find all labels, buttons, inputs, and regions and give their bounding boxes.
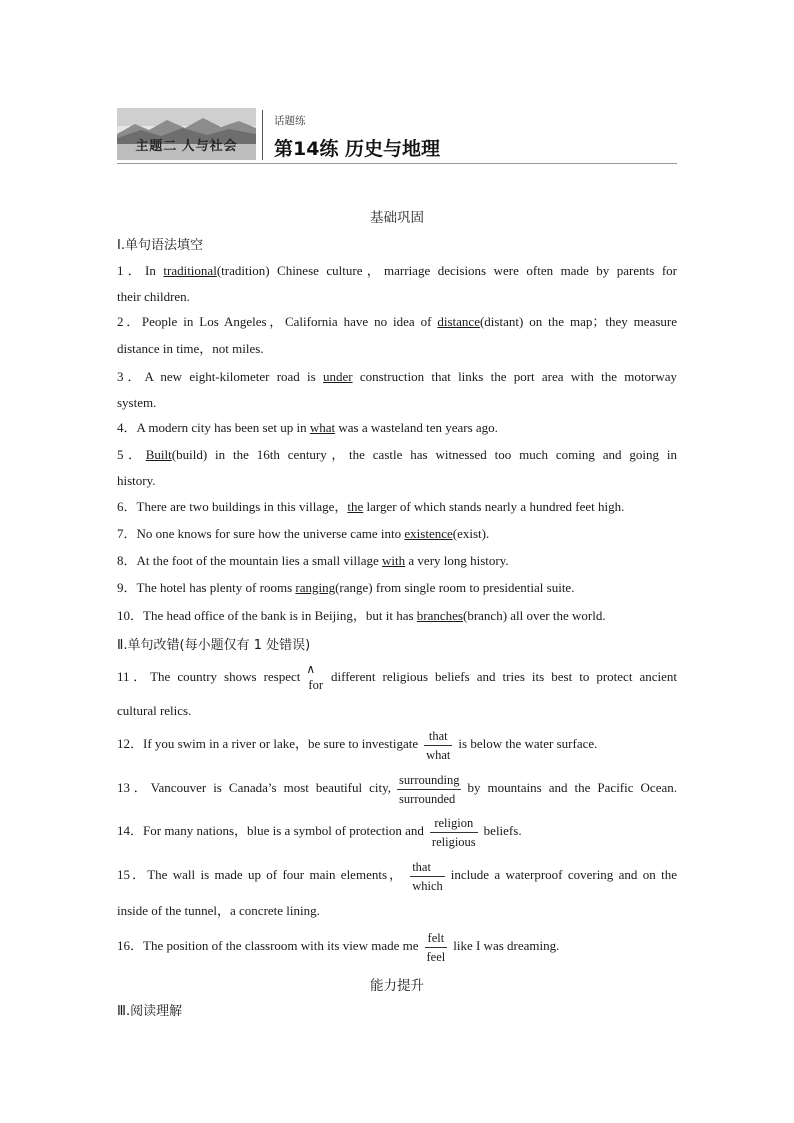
answer-6: the — [347, 499, 364, 514]
section-title-basic: 基础巩固 — [370, 210, 424, 226]
question-15: 15．The wall is made up of four main elements， that which include a waterproof covering and on the — [117, 859, 677, 893]
question-13: 13．Vancouver is Canada’s most beautiful city, surrounding surrounded by mountains and the Pacific Ocean. — [117, 772, 677, 806]
answer-9: ranging — [295, 580, 336, 595]
answer-3: under — [322, 369, 353, 384]
question-15-cont: inside of the tunnel，a concrete lining. — [117, 903, 320, 918]
part1-title: Ⅰ.单句语法填空 — [117, 238, 203, 253]
answer-10: branches — [416, 608, 463, 623]
answer-7: existence — [404, 526, 453, 541]
question-2-cont: distance in time，not miles. — [117, 341, 264, 356]
answer-5: Built — [145, 447, 172, 462]
correction-11: ∧ for — [306, 662, 323, 693]
question-11-cont: cultural relics. — [117, 703, 192, 718]
answer-1: traditional — [163, 263, 217, 278]
correction-16: felt feel — [426, 930, 446, 964]
question-8: 8．At the foot of the mountain lies a small village with a very long history. — [117, 553, 509, 568]
question-6: 6．There are two buildings in this village，the larger of which stands nearly a hundred feet high. — [117, 499, 625, 514]
question-1: 1．In traditional(tradition) Chinese culture，marriage decisions were often made by parents for — [117, 263, 677, 278]
question-3-cont: system. — [117, 395, 157, 410]
question-1-cont: their children. — [117, 289, 190, 304]
question-4: 4．A modern city has been set up in what was a wasteland ten years ago. — [117, 420, 498, 435]
answer-2: distance — [437, 314, 480, 329]
header-rule — [117, 163, 677, 164]
correction-14: religion religious — [431, 815, 476, 849]
question-10: 10．The head office of the bank is in Beijing，but it has branches(branch) all over the world. — [117, 608, 606, 623]
header-divider — [262, 110, 263, 160]
question-14: 14．For many nations，blue is a symbol of protection and religion religious beliefs. — [117, 815, 522, 849]
answer-4: what — [309, 420, 336, 435]
correction-13: surrounding surrounded — [399, 772, 460, 806]
part3-title: Ⅲ.阅读理解 — [117, 1004, 183, 1019]
correction-15: that which — [412, 859, 443, 893]
question-3: 3．A new eight-kilometer road is under construction that links the port area with the motorway — [117, 369, 677, 384]
question-11: 11．The country shows respect ∧ for different religious beliefs and tries its best to protect ancient — [117, 662, 677, 693]
question-7: 7．No one knows for sure how the universe came into existence(exist). — [117, 526, 490, 541]
caret-insert-icon: ∧ — [306, 662, 316, 677]
answer-8: with — [382, 553, 406, 568]
part2-title: Ⅱ.单句改错(每小题仅有 1 处错误) — [117, 638, 311, 653]
question-5-cont: history. — [117, 473, 156, 488]
page-title: 第14练 历史与地理 — [274, 138, 441, 160]
question-2: 2．People in Los Angeles，California have no idea of distance(distant) on the map；they measure — [117, 314, 677, 329]
question-16: 16．The position of the classroom with its view made me felt feel like I was dreaming. — [117, 930, 560, 964]
section-title-advanced: 能力提升 — [370, 978, 424, 994]
correction-12: that what — [426, 728, 451, 762]
question-9: 9．The hotel has plenty of rooms ranging(range) from single room to presidential suite. — [117, 580, 575, 595]
topic-label: 主题二 人与社会 — [135, 138, 238, 153]
header-small-label: 话题练 — [274, 115, 306, 127]
question-12: 12．If you swim in a river or lake，be sure to investigate that what is below the water surface. — [117, 728, 598, 762]
header-banner-image — [117, 108, 256, 160]
question-5: 5．Built(build) in the 16th century，the castle has witnessed too much coming and going in — [117, 447, 677, 462]
